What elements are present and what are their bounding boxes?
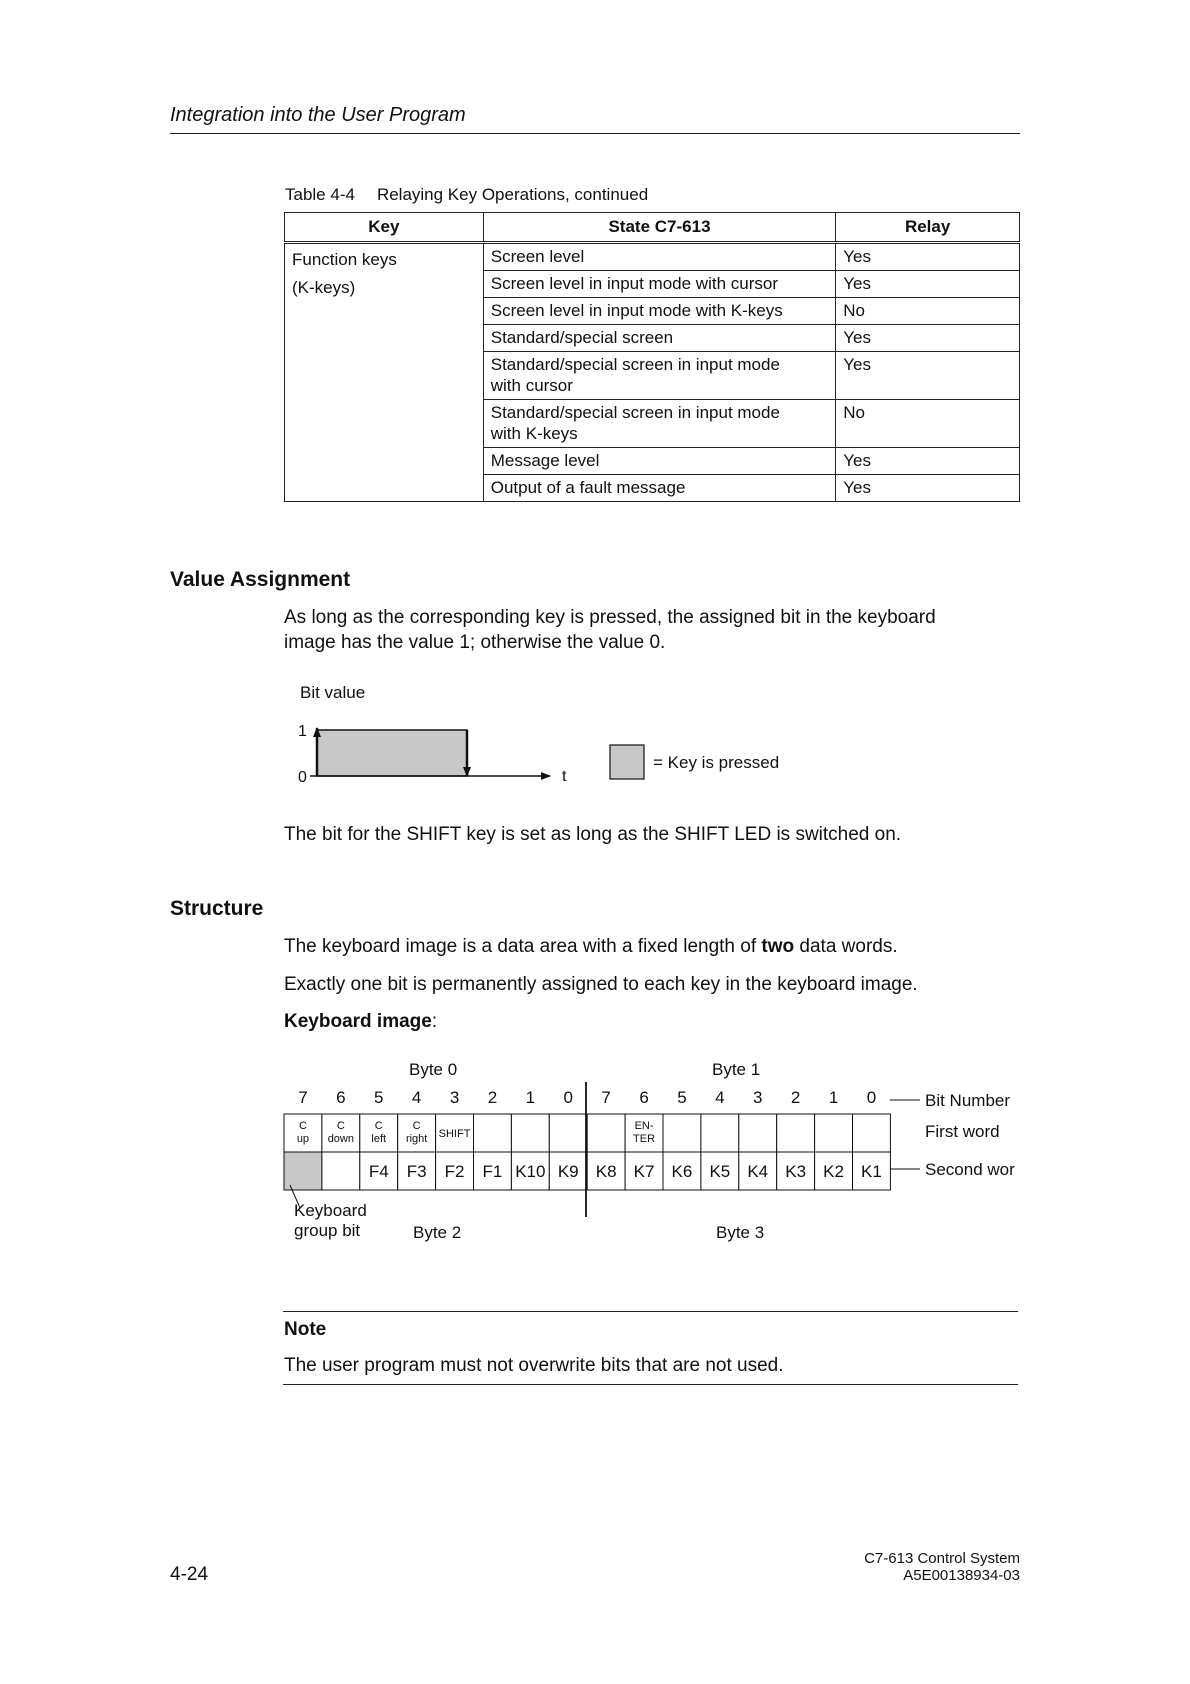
state-cell: Screen level bbox=[483, 243, 836, 271]
key-label: K10 bbox=[515, 1162, 546, 1181]
structure-paragraph-1 bbox=[284, 934, 898, 959]
keyboard-image-label-bold: Keyboard image bbox=[284, 1011, 432, 1032]
keyboard-image-grid bbox=[284, 1114, 890, 1190]
state-cell: Screen level in input mode with K-keys bbox=[483, 298, 836, 325]
column-header-state: State C7-613 bbox=[483, 213, 836, 243]
relay-cell: Yes bbox=[836, 325, 1020, 352]
bit-number: 7 bbox=[298, 1088, 308, 1107]
paragraph-line: image has the value 1; otherwise the value 0. bbox=[284, 632, 666, 653]
bit-number: 3 bbox=[449, 1088, 460, 1107]
state-cell bbox=[483, 400, 836, 448]
first-word-cell bbox=[511, 1114, 549, 1152]
key-label: K1 bbox=[861, 1162, 882, 1181]
table-number: Table 4-4 bbox=[285, 185, 355, 204]
page-number: 4-24 bbox=[170, 1564, 209, 1585]
key-label: K7 bbox=[633, 1162, 655, 1181]
bit-number: 5 bbox=[374, 1088, 384, 1107]
key-label: K2 bbox=[823, 1162, 844, 1181]
keyboard-group-bit-cell bbox=[284, 1152, 322, 1190]
header-rule bbox=[170, 133, 1020, 134]
state-cell: Output of a fault message bbox=[483, 475, 836, 502]
relay-cell: Yes bbox=[836, 243, 1020, 271]
table-caption bbox=[285, 185, 648, 205]
running-header: Integration into the User Program bbox=[170, 104, 466, 126]
bit-number: 0 bbox=[866, 1088, 877, 1107]
bit-number: 4 bbox=[411, 1088, 422, 1107]
first-word-cell bbox=[815, 1114, 853, 1152]
value-assignment-heading: Value Assignment bbox=[170, 568, 351, 591]
bit-number: 4 bbox=[715, 1088, 725, 1107]
key-label: up bbox=[296, 1133, 310, 1145]
footer-doc-info bbox=[760, 1550, 1020, 1584]
state-cell bbox=[483, 352, 836, 400]
key-label: K6 bbox=[671, 1162, 693, 1181]
key-label: F1 bbox=[482, 1162, 503, 1181]
note-text: The user program must not overwrite bits that are not used. bbox=[284, 1355, 784, 1376]
state-cell: Screen level in input mode with cursor bbox=[483, 271, 836, 298]
structure-paragraph-2: Exactly one bit is permanently assigned to each key in the keyboard image. bbox=[284, 974, 918, 995]
bit-number: 1 bbox=[525, 1088, 536, 1107]
key-label: F4 bbox=[368, 1162, 389, 1181]
relay-cell: Yes bbox=[836, 352, 1020, 400]
relay-table bbox=[284, 212, 1020, 502]
key-label: C bbox=[374, 1120, 383, 1132]
key-label: F2 bbox=[444, 1162, 465, 1181]
key-label: K8 bbox=[595, 1162, 617, 1181]
first-word-cell bbox=[701, 1114, 739, 1152]
keyboard-image-diagram bbox=[270, 1055, 1030, 1255]
key-label: right bbox=[405, 1133, 428, 1145]
byte-2-label: Byte 2 bbox=[413, 1223, 462, 1242]
footer-system-name: C7-613 Control System bbox=[864, 1550, 1020, 1567]
structure-heading: Structure bbox=[170, 897, 264, 920]
bit-number: 3 bbox=[753, 1088, 763, 1107]
first-word-cell bbox=[549, 1114, 587, 1152]
key-label: F3 bbox=[406, 1162, 427, 1181]
bit-value-axis-label: Bit value bbox=[300, 683, 366, 702]
paragraph-text: data words. bbox=[794, 936, 898, 957]
table-header-row bbox=[285, 213, 1020, 243]
note-top-rule bbox=[283, 1311, 1018, 1312]
state-line: Standard/special screen in input mode bbox=[490, 403, 780, 422]
key-label: EN- bbox=[634, 1120, 654, 1132]
group-bit-label-line: Keyboard bbox=[294, 1201, 367, 1220]
byte-0-label: Byte 0 bbox=[409, 1060, 458, 1079]
group-bit-label-line: group bit bbox=[294, 1221, 361, 1240]
key-line: (K-keys) bbox=[292, 278, 356, 297]
state-cell: Message level bbox=[483, 448, 836, 475]
value-assignment-paragraph bbox=[284, 605, 936, 655]
first-word-cell bbox=[739, 1114, 777, 1152]
state-line: Standard/special screen in input mode bbox=[490, 355, 780, 374]
key-label: C bbox=[336, 1120, 345, 1132]
state-cell: Standard/special screen bbox=[483, 325, 836, 352]
key-label: TER bbox=[633, 1133, 656, 1145]
key-label: K9 bbox=[557, 1162, 579, 1181]
table-caption-text: Relaying Key Operations, continued bbox=[376, 185, 649, 204]
first-word-cell bbox=[777, 1114, 815, 1152]
paragraph-bold: two bbox=[761, 936, 795, 957]
column-header-key: Key bbox=[285, 213, 484, 243]
note-bottom-rule bbox=[283, 1384, 1018, 1385]
key-label: SHIFT bbox=[438, 1128, 471, 1140]
bit-number: 7 bbox=[601, 1088, 611, 1107]
relay-cell: Yes bbox=[836, 271, 1020, 298]
byte-1-label: Byte 1 bbox=[712, 1060, 761, 1079]
bit-number: 2 bbox=[487, 1088, 498, 1107]
key-label: K4 bbox=[747, 1162, 769, 1181]
relay-cell: Yes bbox=[836, 448, 1020, 475]
first-word-cell bbox=[474, 1114, 512, 1152]
key-label: down bbox=[327, 1133, 354, 1145]
state-line: with cursor bbox=[490, 376, 573, 395]
key-cell bbox=[285, 243, 484, 502]
paragraph-line: As long as the corresponding key is pressed, the assigned bit in the keyboard bbox=[284, 607, 936, 628]
key-label: left bbox=[371, 1133, 387, 1145]
bit-number: 5 bbox=[677, 1088, 687, 1107]
legend-text: = Key is pressed bbox=[653, 753, 780, 772]
bit-number: 0 bbox=[563, 1088, 573, 1107]
key-label: C bbox=[298, 1120, 307, 1132]
bit-number: 1 bbox=[828, 1088, 839, 1107]
tick-label-low: 0 bbox=[298, 769, 307, 786]
second-word-cell bbox=[322, 1152, 360, 1190]
table-row bbox=[285, 243, 1020, 271]
column-header-relay: Relay bbox=[836, 213, 1020, 243]
relay-cell: No bbox=[836, 298, 1020, 325]
key-line: Function keys bbox=[292, 250, 397, 269]
keyboard-image-label bbox=[284, 1009, 437, 1034]
state-line: with K-keys bbox=[490, 424, 578, 443]
bit-value-diagram bbox=[290, 680, 820, 790]
first-word-cell bbox=[587, 1114, 625, 1152]
byte-3-label: Byte 3 bbox=[716, 1223, 765, 1242]
time-axis-label: t bbox=[562, 768, 567, 785]
footer-doc-id: A5E00138934-03 bbox=[903, 1567, 1020, 1584]
first-word-label: First word bbox=[925, 1122, 1000, 1141]
legend-swatch bbox=[610, 745, 644, 779]
second-word-label: Second wor bbox=[925, 1160, 1015, 1179]
key-label: C bbox=[412, 1120, 421, 1132]
key-label: K5 bbox=[709, 1162, 731, 1181]
relay-cell: No bbox=[836, 400, 1020, 448]
bit-number: 2 bbox=[790, 1088, 801, 1107]
key-label: K3 bbox=[785, 1162, 807, 1181]
tick-label-high: 1 bbox=[298, 723, 307, 740]
relay-cell: Yes bbox=[836, 475, 1020, 502]
paragraph-text: The keyboard image is a data area with a fixed length of bbox=[284, 936, 762, 957]
first-word-cell bbox=[853, 1114, 891, 1152]
first-word-cell bbox=[663, 1114, 701, 1152]
bit-number: 6 bbox=[336, 1088, 346, 1107]
bit-number-row bbox=[298, 1088, 876, 1107]
bit-number: 6 bbox=[639, 1088, 649, 1107]
pressed-pulse-area bbox=[317, 730, 467, 776]
note-title: Note bbox=[284, 1319, 327, 1340]
shift-key-note: The bit for the SHIFT key is set as long as the SHIFT LED is switched on. bbox=[284, 824, 902, 845]
keyboard-image-label-colon: : bbox=[431, 1011, 438, 1032]
bit-number-label: Bit Number bbox=[925, 1091, 1011, 1110]
